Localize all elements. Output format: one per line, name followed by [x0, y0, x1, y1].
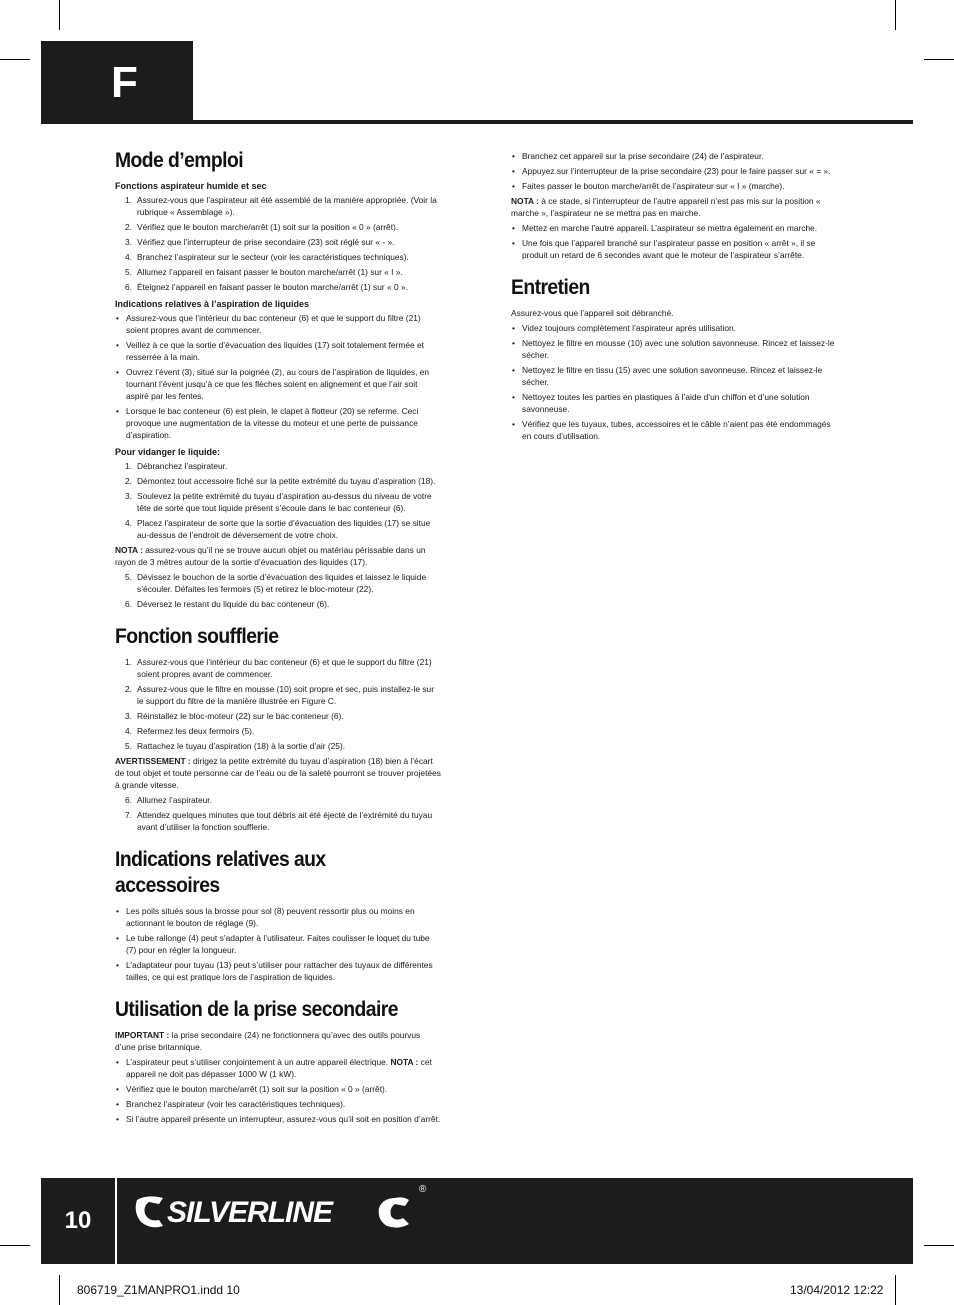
- prise-continued-list: [511, 150, 841, 192]
- list-item: 2. Vérifiez que le bouton marche/arrêt (1) soit sur la position « 0 » (arrêt).: [125, 222, 399, 232]
- list-item: 2. Démontez tout accessoire fiché sur la petite extrémité du tuyau d’aspiration (18).: [125, 476, 436, 486]
- crop-mark: [924, 1245, 954, 1246]
- footer-bar: [41, 1178, 913, 1264]
- souff-warning: AVERTISSEMENT : dirigez la petite extrémité du tuyau d’aspiration (18) bien à l’écart de tout objet et toute personne car de l’eau ou de la saleté pourront se trouver projetées à grande vitesse.: [115, 756, 441, 790]
- list-item: 5. Rattachez le tuyau d’aspiration (18) à la sortie d’air (25).: [125, 741, 346, 751]
- crop-mark: [895, 1275, 896, 1305]
- mode-title: Mode d’emploi: [115, 149, 244, 172]
- list-item: 6. Déversez le restant du liquide du bac conteneur (6).: [125, 599, 330, 609]
- header-rule: [41, 120, 913, 124]
- crop-mark: [59, 0, 60, 30]
- list-item: 2. Assurez-vous que le filtre en mousse (10) soit propre et sec, puis installez-le sur le support du filtre de la manière illustrée en Figure C.: [125, 684, 434, 706]
- list-item: • Branchez l’aspirateur (voir les caractéristiques techniques).: [115, 1098, 441, 1110]
- crop-mark: [0, 1245, 30, 1246]
- list-item: • L’aspirateur peut s’utiliser conjointement à un autre appareil électrique. NOTA : cet appareil ne doit pas dépasser 1000 W (1 kW).: [115, 1056, 441, 1080]
- acc-title: Indications relatives aux accessoires: [115, 848, 326, 897]
- page-number: 10: [41, 1178, 117, 1264]
- list-item: • Nettoyez le filtre en tissu (15) avec une solution savonneuse. Rincez et laissez-le sécher.: [511, 364, 841, 388]
- list-item: 4. Placez l’aspirateur de sorte que la sortie d’évacuation des liquides (17) se situe au-dessus de l’endroit de déversement de votre choix.: [125, 518, 431, 540]
- crop-mark: [895, 0, 896, 30]
- mode-sub2: Indications relatives à l’aspiration de liquides: [115, 299, 310, 309]
- list-item: • Branchez cet appareil sur la prise secondaire (24) de l’aspirateur.: [511, 150, 841, 162]
- svg-text:SILVERLINE: SILVERLINE: [167, 1196, 333, 1229]
- list-item: 6. Allumez l’aspirateur.: [125, 795, 212, 805]
- acc-section: [115, 847, 441, 983]
- sub3-list-b: [115, 571, 441, 610]
- mode-section: [115, 148, 441, 610]
- list-item: 4. Branchez l’aspirateur sur le secteur (voir les caractéristiques techniques).: [125, 252, 409, 262]
- list-item: • Mettez en marche l’autre appareil. L’aspirateur se mettra également en marche.: [511, 222, 841, 234]
- list-item: • Videz toujours complètement l’aspirateur après utilisation.: [511, 322, 841, 334]
- list-item: 7. Attendez quelques minutes que tout débris ait été éjecté de l’extrémité du tuyau avant d’utiliser la fonction soufflerie.: [125, 810, 433, 832]
- sub2-list: [115, 312, 441, 441]
- list-item: • Lorsque le bac conteneur (6) est plein, le clapet à flotteur (20) se referme. Ceci provoque une augmentation de la vitesse du moteur et une perte de puissance d’aspiration.: [115, 405, 441, 441]
- prise-title: Utilisation de la prise secondaire: [115, 998, 398, 1021]
- list-item: • Le tube rallonge (4) peut s’adapter à l’utilisateur. Faites coulisser le loquet du tube (7) pour en régler la longueur.: [115, 932, 441, 956]
- list-item: 1. Débranchez l’aspirateur.: [125, 461, 228, 471]
- entretien-title: Entretien: [511, 276, 590, 299]
- list-item: 3. Vérifiez que l’interrupteur de prise secondaire (23) soit réglé sur « - ».: [125, 237, 395, 247]
- list-item: 5. Dévissez le bouchon de la sortie d’évacuation des liquides et laissez le liquide s’écouler. Défaites les fermoirs (5) et retirez le bloc-moteur (22).: [125, 572, 427, 594]
- crop-mark: [0, 59, 30, 60]
- souff-title: Fonction soufflerie: [115, 625, 279, 648]
- souff-list: [115, 656, 441, 752]
- list-item: • L’adaptateur pour tuyau (13) peut s’utiliser pour rattacher des tuyaux de différentes tailles, ce qui est pratique lors de l’aspiration de liquides.: [115, 959, 441, 983]
- list-item: • Vérifiez que les tuyaux, tubes, accessoires et le câble n’aient pas été endommagés en cours d’utilisation.: [511, 418, 841, 442]
- list-item: • Appuyez sur l’interrupteur de la prise secondaire (23) pour le faire passer sur « = ».: [511, 165, 841, 177]
- crop-mark: [59, 1275, 60, 1305]
- list-item: • Une fois que l’appareil branché sur l’aspirateur passe en position « arrêt », il se produit un retard de 6 secondes avant que le moteur de l’aspirateur s’arrête.: [511, 237, 841, 261]
- prise-section: [115, 997, 441, 1125]
- prise-important: IMPORTANT : la prise secondaire (24) ne fonctionnera qu’avec des outils pourvus d’une prise britannique.: [115, 1030, 421, 1052]
- list-item: • Si l’autre appareil présente un interrupteur, assurez-vous qu’il soit en position d’arrêt.: [115, 1113, 441, 1125]
- entretien-intro: Assurez-vous que l’appareil soit débranché.: [511, 308, 674, 318]
- list-item: 5. Allumez l’appareil en faisant passer le bouton marche/arrêt (1) sur « I ».: [125, 267, 403, 277]
- list-item: • Ouvrez l’évent (3), situé sur la poignée (2), au cours de l’aspiration de liquides, en tournant l’évent jusqu’à ce que les flèches soient en alignement et que l’air soit aspiré par les fentes.: [115, 366, 441, 402]
- slug-right: 13/04/2012 12:22: [790, 1283, 884, 1297]
- list-item: • Nettoyez toutes les parties en plastiques à l’aide d’un chiffon et d’une solution savonneuse.: [511, 391, 841, 415]
- list-item: • Faites passer le bouton marche/arrêt de l’aspirateur sur « I » (marche).: [511, 180, 841, 192]
- list-item: 4. Refermez les deux fermoirs (5).: [125, 726, 255, 736]
- list-item: 3. Soulevez la petite extrémité du tuyau d’aspiration au-dessus du niveau de votre tête de sorte que tout liquide présent s’écoule dans le bac conteneur (6).: [125, 491, 432, 513]
- section-tab: [41, 41, 193, 123]
- mode-sub1: Fonctions aspirateur humide et sec: [115, 181, 267, 191]
- souff-section: [115, 624, 441, 833]
- entretien-list: [511, 322, 841, 442]
- list-item: • Vérifiez que le bouton marche/arrêt (1) soit sur la position « 0 » (arrêt).: [115, 1083, 441, 1095]
- crop-mark: [924, 59, 954, 60]
- right-column: [511, 150, 841, 456]
- list-item: • Nettoyez le filtre en mousse (10) avec une solution savonneuse. Rincez et laissez-le sécher.: [511, 337, 841, 361]
- silverline-logo: [133, 1190, 433, 1234]
- list-item: • Les poils situés sous la brosse pour sol (8) peuvent ressortir plus ou moins en actionnant le bouton de réglage (9).: [115, 905, 441, 929]
- registered-mark: ®: [419, 1184, 427, 1195]
- list-item: 3. Réinstallez le bloc-moteur (22) sur le bac conteneur (6).: [125, 711, 344, 721]
- entretien-section: [511, 275, 841, 442]
- mode-sub3: Pour vidanger le liquide:: [115, 447, 221, 457]
- prise-continued-list-b: [511, 222, 841, 261]
- list-item: • Assurez-vous que l’intérieur du bac conteneur (6) et que le support du filtre (21) soient propres avant de commencer.: [115, 312, 441, 336]
- sub1-list: [115, 194, 441, 293]
- slug-left: 806719_Z1MANPRO1.indd 10: [77, 1283, 240, 1297]
- mode-note: NOTA : assurez-vous qu’il ne se trouve aucun objet ou matériau périssable dans un rayon de 3 mètres autour de la sortie d’évacuation des liquides (17).: [115, 545, 426, 567]
- prise-note: NOTA : à ce stade, si l’interrupteur de l’autre appareil n’est pas mis sur la position « marche », l’aspirateur ne se mettra pas en marche.: [511, 196, 821, 218]
- prise-list: [115, 1056, 441, 1125]
- section-letter: F: [111, 58, 138, 107]
- left-column: [115, 148, 441, 1139]
- souff-list-b: [115, 794, 441, 833]
- list-item: • Veillez à ce que la sortie d’évacuation des liquides (17) soit totalement fermée et resserrée à la main.: [115, 339, 441, 363]
- sub3-list: [115, 460, 441, 541]
- acc-list: [115, 905, 441, 983]
- list-item: 1. Assurez-vous que l’intérieur du bac conteneur (6) et que le support du filtre (21) soient propres avant de commencer.: [125, 657, 432, 679]
- list-item: 6. Éteignez l’appareil en faisant passer le bouton marche/arrêt (1) sur « 0 ».: [125, 282, 408, 292]
- list-item: 1. Assurez-vous que l’aspirateur ait été assemblé de la manière appropriée. (Voir la rubrique « Assemblage »).: [125, 195, 437, 217]
